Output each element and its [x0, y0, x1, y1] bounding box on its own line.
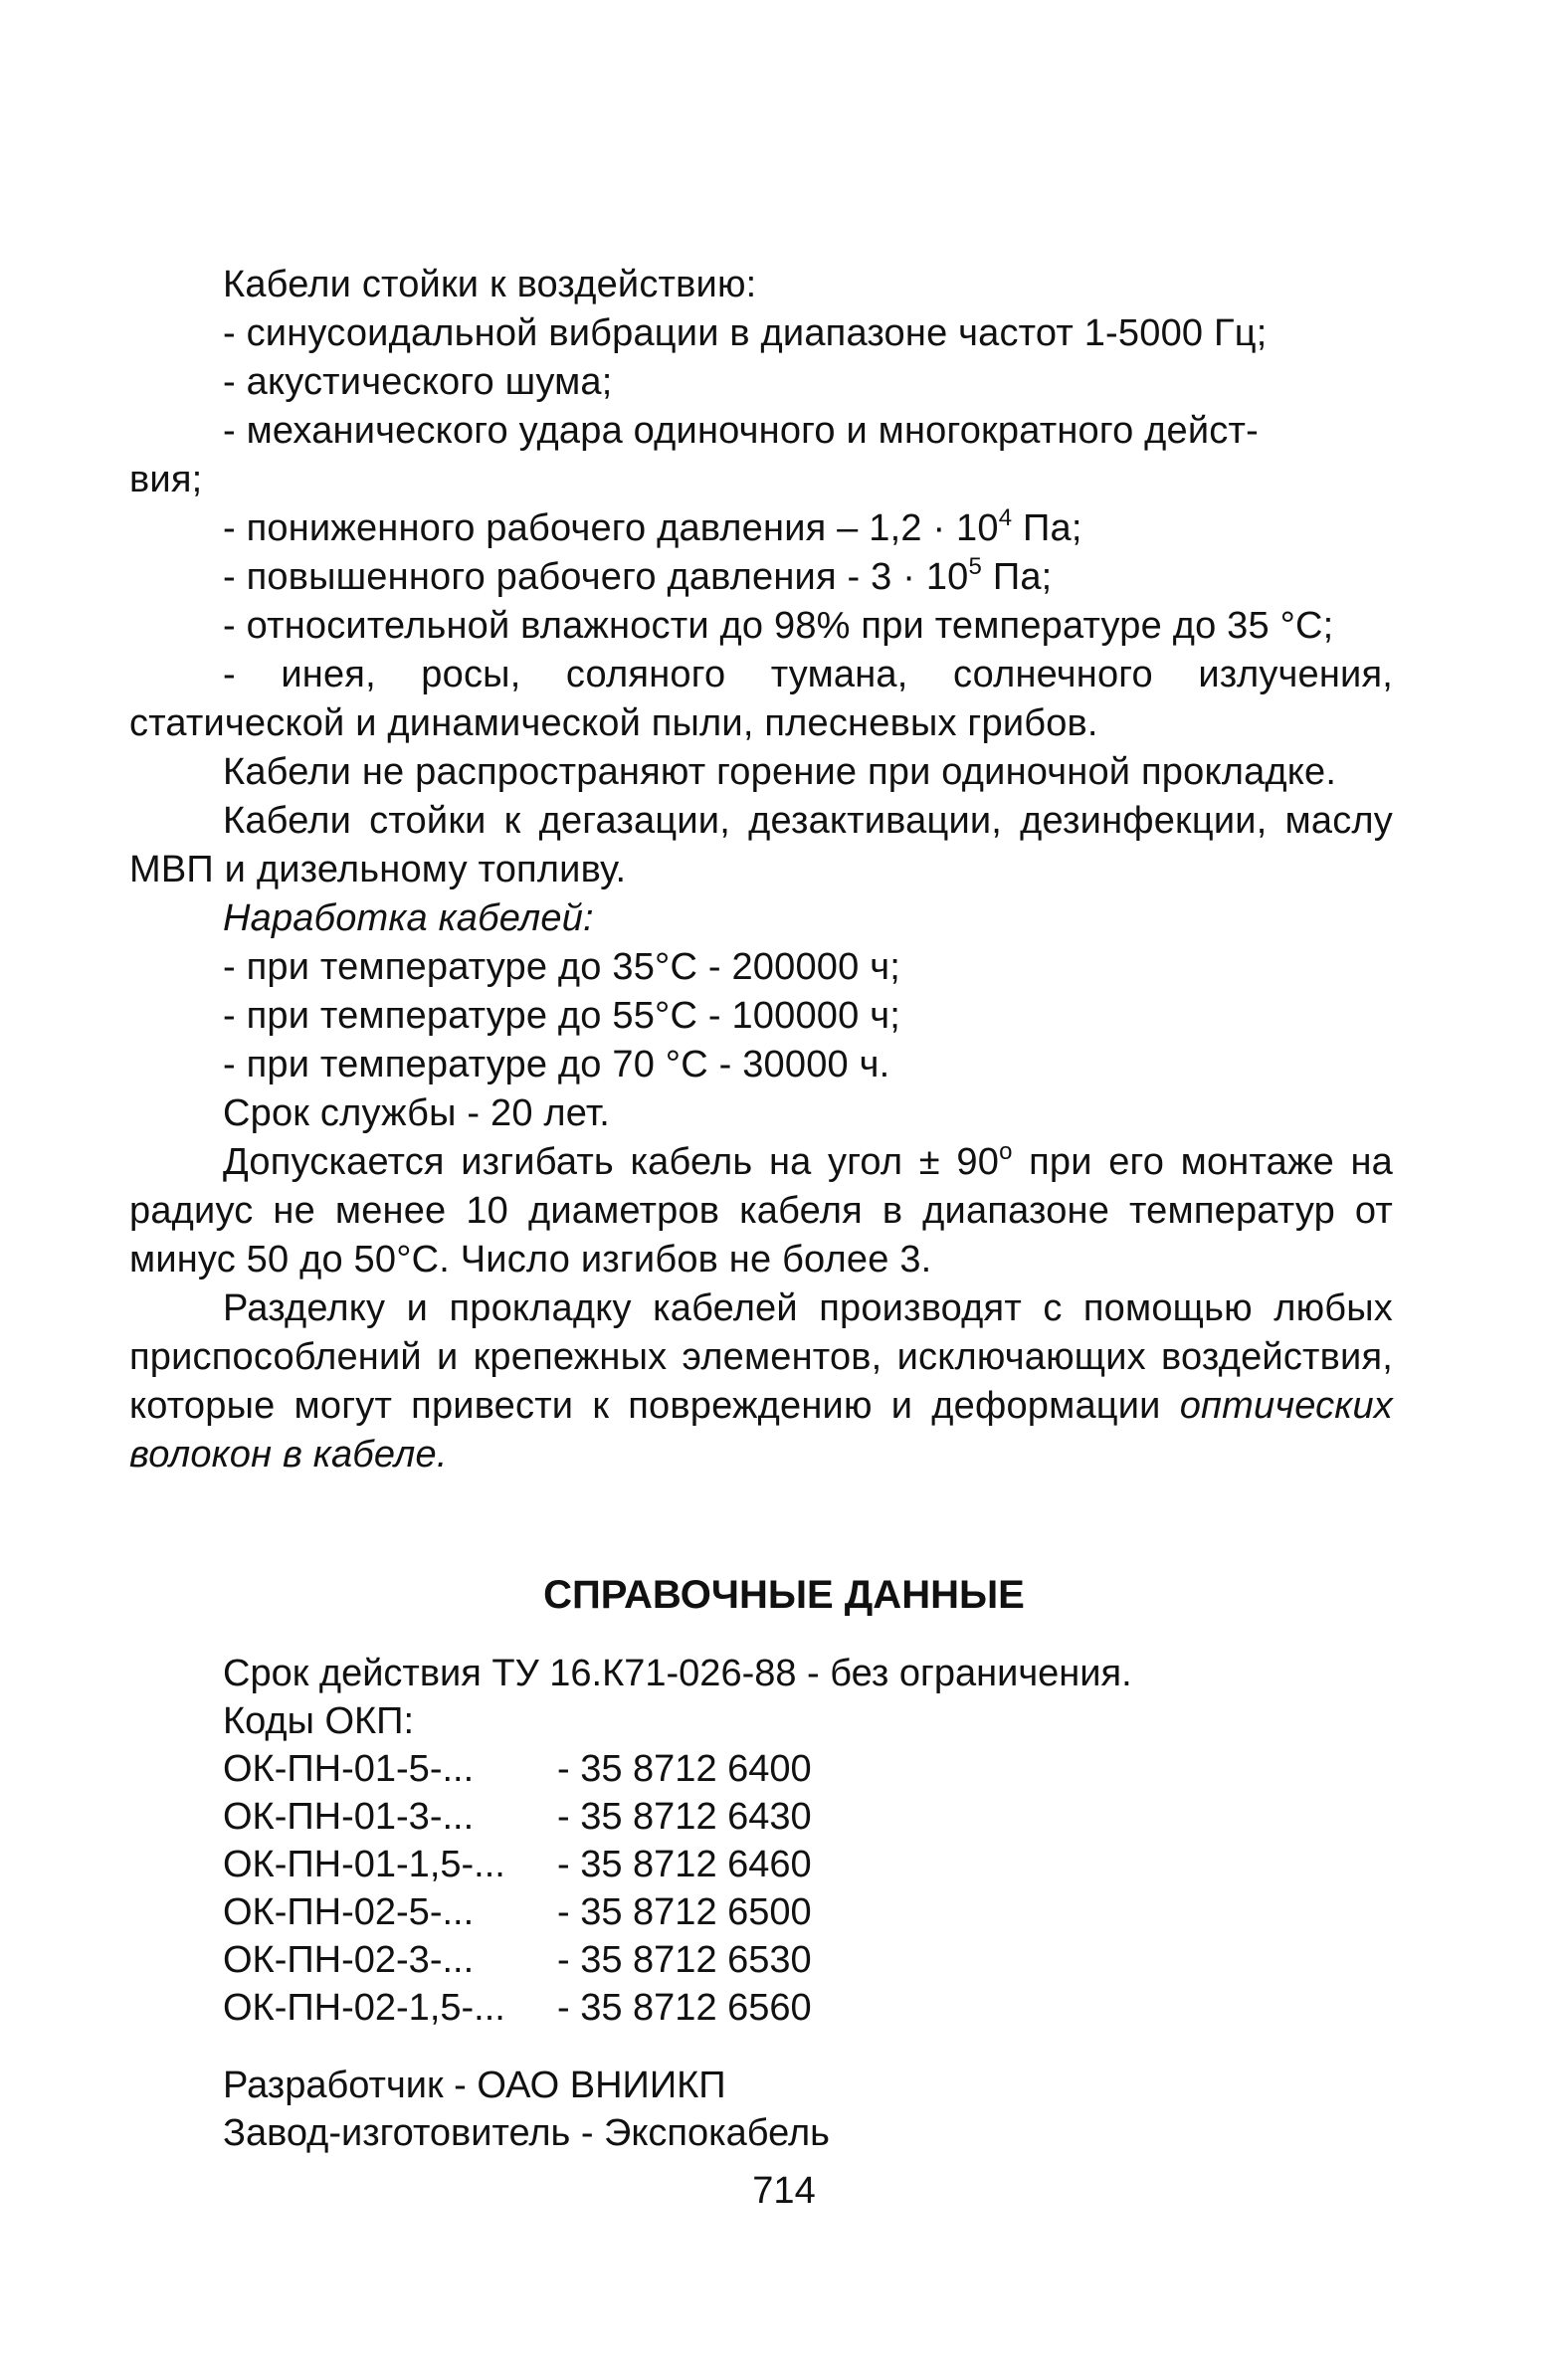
body-text: [129, 261, 1393, 1479]
paragraph-fire: Кабели не распространяют горение при одиночной прокладке.: [223, 751, 1337, 793]
low-pressure-unit: Па;: [1012, 507, 1082, 549]
cable-type: ОК-ПН-01-5-...: [223, 1748, 475, 1790]
runtime-item-3: - при температуре до 70 °С - 30000 ч.: [223, 1044, 890, 1085]
cable-type: ОК-ПН-01-1,5-...: [223, 1844, 505, 1885]
okp-code-list: [223, 1745, 1132, 2032]
item-shock: [129, 407, 1393, 504]
item-high-pressure: [129, 553, 1393, 602]
okp-code-row: [223, 1984, 1132, 2032]
item-vibration: - синусоидальной вибрации в диапазоне частот 1-5000 Гц;: [223, 312, 1268, 354]
section-heading: СПРАВОЧНЫЕ ДАННЫЕ: [543, 1573, 1025, 1617]
item-environment: - инея, росы, соляного тумана, солнечного излучения, статической и динамической пыли, плесневых грибов.: [129, 654, 1393, 744]
item-shock-line1: - механического удара одиночного и многократного дейст-: [223, 410, 1259, 452]
high-pressure-text: - повышенного рабочего давления - 3 · 10: [223, 556, 969, 598]
cable-type: ОК-ПН-02-3-...: [223, 1939, 475, 1981]
cable-type: ОК-ПН-02-5-...: [223, 1891, 475, 1933]
okp-code-row: [223, 1793, 1132, 1841]
bending-text-end: при его монтаже на радиус не менее 10 диаметров кабеля в диапазоне температур от минус 50 до 50°С. Число изгибов не более 3.: [129, 1141, 1393, 1280]
tu-validity: Срок действия ТУ 16.К71-026-88 - без ограничения.: [223, 1653, 1132, 1694]
developer: Разработчик - ОАО ВНИИКП: [223, 2065, 726, 2106]
high-pressure-unit: Па;: [982, 556, 1053, 598]
high-pressure-exponent: 5: [968, 553, 983, 580]
item-low-pressure: [129, 504, 1393, 553]
okp-code-row: [223, 1745, 1132, 1793]
service-life: Срок службы - 20 лет.: [223, 1092, 611, 1134]
low-pressure-exponent: 4: [998, 504, 1013, 531]
okp-code: - 35 8712 6560: [557, 1987, 812, 2029]
okp-code: - 35 8712 6530: [557, 1939, 812, 1981]
paragraph-installation: [129, 1284, 1393, 1479]
item-noise: - акустического шума;: [223, 361, 613, 403]
okp-code: - 35 8712 6460: [557, 1844, 812, 1885]
runtime-title: Наработка кабелей:: [223, 897, 594, 939]
item-humidity: - относительной влажности до 98% при температуре до 35 °С;: [223, 605, 1334, 647]
okp-code: - 35 8712 6400: [557, 1748, 812, 1790]
runtime-item-1: - при температуре до 35°С - 200000 ч;: [223, 946, 900, 988]
bending-text-start: Допускается изгибать кабель на угол ± 90: [223, 1141, 1000, 1183]
okp-code-row: [223, 1936, 1132, 1984]
paragraph-resistance: Кабели стойки к дегазации, дезактивации, дезинфекции, маслу МВП и дизельному топливу.: [129, 800, 1393, 890]
okp-codes-title: Коды ОКП:: [223, 1700, 415, 1742]
okp-code-row: [223, 1888, 1132, 1936]
page-number: 714: [752, 2170, 816, 2212]
item-shock-line2: вия;: [129, 459, 203, 500]
reference-block: [223, 1650, 1132, 2032]
manufacturer: Завод-изготовитель - Экспокабель: [223, 2112, 830, 2154]
okp-code: - 35 8712 6500: [557, 1891, 812, 1933]
installation-text: Разделку и прокладку кабелей производят с помощью любых приспособлений и крепежных элементов, исключающих воздействия, которые могут привести к повреждению и деформации: [129, 1287, 1393, 1427]
runtime-item-2: - при температуре до 55°С - 100000 ч;: [223, 995, 900, 1037]
installation-text-italic: оптических волокон в кабеле.: [129, 1385, 1393, 1476]
okp-code-row: [223, 1841, 1132, 1888]
paragraph-bending: [129, 1138, 1393, 1284]
resistance-intro: Кабели стойки к воздействию:: [223, 264, 757, 305]
cable-type: ОК-ПН-01-3-...: [223, 1796, 475, 1838]
okp-code: - 35 8712 6430: [557, 1796, 812, 1838]
degree-symbol: о: [999, 1138, 1013, 1165]
cable-type: ОК-ПН-02-1,5-...: [223, 1987, 505, 2029]
credits-block: [223, 2062, 830, 2157]
low-pressure-text: - пониженного рабочего давления – 1,2 · 10: [223, 507, 999, 549]
